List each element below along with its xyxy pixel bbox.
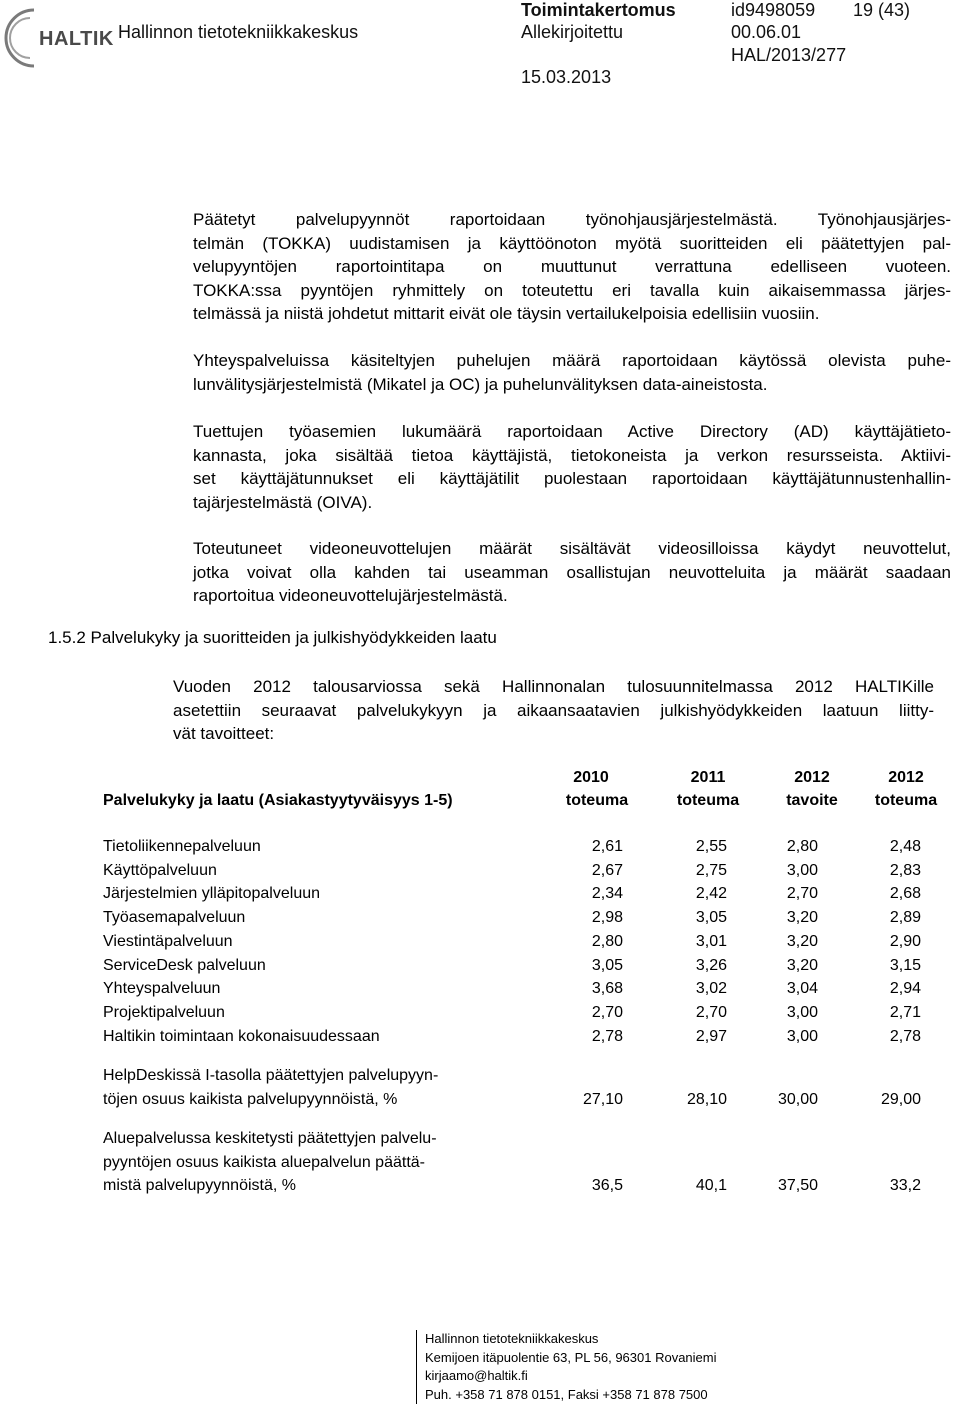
paragraph-line: TOKKA:ssa pyyntöjen ryhmittely on toteutettu eri tavalla kuin aikaisemmassa järjes- xyxy=(193,279,951,303)
table-row-label-line: mistä palvelupyynnöistä, % xyxy=(103,1177,296,1195)
section-heading: 1.5.2 Palvelukyky ja suoritteiden ja julkishyödykkeiden laatu xyxy=(48,628,497,648)
footer-org: Hallinnon tietotekniikkakeskus xyxy=(425,1330,717,1349)
table-cell-value: 2,75 xyxy=(647,862,727,880)
table-row-label-line: pyyntöjen osuus kaikista aluepalvelun päättä- xyxy=(103,1154,425,1172)
table-cell-value: 3,20 xyxy=(738,909,818,927)
table-cell-value: 3,26 xyxy=(647,957,727,975)
table-cell-value: 3,20 xyxy=(738,933,818,951)
footer-address: Kemijoen itäpuolentie 63, PL 56, 96301 Rovaniemi xyxy=(425,1349,717,1368)
table-row-label: Yhteyspalveluun xyxy=(103,980,220,998)
paragraph-line: Päätetyt palvelupyynnöt raportoidaan työnohjausjärjestelmästä. Työnohjausjärjes- xyxy=(193,208,951,232)
table-cell-value: 2,34 xyxy=(543,885,623,903)
header-status: Allekirjoitettu xyxy=(521,22,623,43)
table-cell-value: 3,00 xyxy=(738,1028,818,1046)
paragraph-line: raportoitua videoneuvottelujärjestelmästä. xyxy=(193,584,951,608)
paragraph-line: kannasta, joka sisältää tietoa käyttäjistä, tietokoneista ja verkon resursseista. Aktiivi- xyxy=(193,444,951,468)
table-cell-value: 2,80 xyxy=(543,933,623,951)
column-header-kind: toteuma xyxy=(668,792,748,810)
table-cell-value: 3,68 xyxy=(543,980,623,998)
table-row-label: Viestintäpalveluun xyxy=(103,933,233,951)
header-doc-type: Toimintakertomus xyxy=(521,0,676,21)
table-row-label: Järjestelmien ylläpitopalveluun xyxy=(103,885,320,903)
table-cell-value: 3,01 xyxy=(647,933,727,951)
column-header-kind: toteuma xyxy=(866,792,946,810)
table-cell-value: 28,10 xyxy=(647,1091,727,1109)
footer-phone: Puh. +358 71 878 0151, Faksi +358 71 878 7500 xyxy=(425,1386,717,1404)
table-cell-value: 2,71 xyxy=(841,1004,921,1022)
table-cell-value: 2,55 xyxy=(647,838,727,856)
table-cell-value: 2,94 xyxy=(841,980,921,998)
paragraph-line: Yhteyspalveluissa käsiteltyjen puhelujen määrä raportoidaan käytössä olevista puhe- xyxy=(193,349,951,373)
table-cell-value: 40,1 xyxy=(647,1177,727,1195)
column-header-kind: tavoite xyxy=(772,792,852,810)
paragraph-line: velupyyntöjen raportointitapa on muuttunut verrattuna edelliseen vuoteen. xyxy=(193,255,951,279)
header-org: Hallinnon tietotekniikkakeskus xyxy=(118,22,358,43)
paragraph-line: Vuoden 2012 talousarviossa sekä Hallinnonalan tulosuunnitelmassa 2012 HALTIKille xyxy=(173,675,934,699)
table-cell-value: 3,00 xyxy=(738,1004,818,1022)
paragraph-line: set käyttäjätunnukset eli käyttäjätilit puolestaan raportoidaan käyttäjätunnustenhallin- xyxy=(193,467,951,491)
header-page: 19 (43) xyxy=(853,0,910,21)
table-cell-value: 3,00 xyxy=(738,862,818,880)
page-footer xyxy=(416,1330,717,1404)
table-cell-value: 3,02 xyxy=(647,980,727,998)
paragraph-line: telmässä ja niistä johdetut mittarit eivät ole täysin vertailukelpoisia edellisiin vuosiin. xyxy=(193,302,951,326)
table-cell-value: 29,00 xyxy=(841,1091,921,1109)
paragraph-line: lunvälitysjärjestelmistä (Mikatel ja OC) ja puhelunvälityksen data-aineistosta. xyxy=(193,373,951,397)
table-cell-value: 2,70 xyxy=(738,885,818,903)
footer-email: kirjaamo@haltik.fi xyxy=(425,1367,717,1386)
table-row-label: ServiceDesk palveluun xyxy=(103,957,266,975)
table-row-label-line: töjen osuus kaikista palvelupyynnöistä, % xyxy=(103,1091,397,1109)
column-header-kind: toteuma xyxy=(557,792,637,810)
table-cell-value: 3,04 xyxy=(738,980,818,998)
table-cell-value: 2,68 xyxy=(841,885,921,903)
table-row-label: Haltikin toimintaan kokonaisuudessaan xyxy=(103,1028,380,1046)
table-cell-value: 2,42 xyxy=(647,885,727,903)
column-header-year: 2010 xyxy=(551,769,631,787)
table-cell-value: 2,98 xyxy=(543,909,623,927)
paragraph-line: telmän (TOKKA) uudistamisen ja käyttöönoton myötä suoritteiden eli päätettyjen pal- xyxy=(193,232,951,256)
column-header-year: 2012 xyxy=(866,769,946,787)
paragraph-line: Tuettujen työasemien lukumäärä raportoidaan Active Directory (AD) käyttäjätieto- xyxy=(193,420,951,444)
column-header-year: 2012 xyxy=(772,769,852,787)
table-cell-value: 3,15 xyxy=(841,957,921,975)
header-doc-id: id9498059 xyxy=(731,0,815,21)
table-cell-value: 36,5 xyxy=(543,1177,623,1195)
paragraph-line: jotka voivat olla kahden tai useamman osallistujan neuvotteluita ja määrät saadaan xyxy=(193,561,951,585)
table-row-label-line: Aluepalvelussa keskitetysti päätettyjen palvelu- xyxy=(103,1130,437,1148)
header-date: 15.03.2013 xyxy=(521,67,611,88)
table-cell-value: 2,67 xyxy=(543,862,623,880)
haltik-logo-text: HALTIK xyxy=(39,28,114,51)
table-cell-value: 37,50 xyxy=(738,1177,818,1195)
paragraph-line: Toteutuneet videoneuvottelujen määrät sisältävät videosilloissa käydyt neuvottelut, xyxy=(193,537,951,561)
table-cell-value: 2,90 xyxy=(841,933,921,951)
paragraph-line: vät tavoitteet: xyxy=(173,722,934,746)
table-cell-value: 3,05 xyxy=(543,957,623,975)
paragraph-line: asetettiin seuraavat palvelukykyyn ja aikaansaatavien julkishyödykkeiden laatuun liitty- xyxy=(173,699,934,723)
table-cell-value: 2,48 xyxy=(841,838,921,856)
table-cell-value: 2,61 xyxy=(543,838,623,856)
table-title: Palvelukyky ja laatu (Asiakastyytyväisyys 1-5) xyxy=(103,792,453,810)
table-row-label: Käyttöpalveluun xyxy=(103,862,217,880)
table-cell-value: 2,78 xyxy=(543,1028,623,1046)
table-cell-value: 2,70 xyxy=(543,1004,623,1022)
table-cell-value: 2,97 xyxy=(647,1028,727,1046)
table-cell-value: 2,89 xyxy=(841,909,921,927)
table-cell-value: 27,10 xyxy=(543,1091,623,1109)
table-cell-value: 2,83 xyxy=(841,862,921,880)
table-cell-value: 3,20 xyxy=(738,957,818,975)
table-cell-value: 2,80 xyxy=(738,838,818,856)
table-row-label: Työasemapalveluun xyxy=(103,909,245,927)
table-cell-value: 33,2 xyxy=(841,1177,921,1195)
paragraph-line: tajärjestelmästä (OIVA). xyxy=(193,491,951,515)
table-cell-value: 3,05 xyxy=(647,909,727,927)
table-row-label: Projektipalveluun xyxy=(103,1004,225,1022)
header-archive-code: 00.06.01 xyxy=(731,22,801,43)
column-header-year: 2011 xyxy=(668,769,748,787)
table-cell-value: 2,70 xyxy=(647,1004,727,1022)
table-row-label: Tietoliikennepalveluun xyxy=(103,838,261,856)
table-cell-value: 2,78 xyxy=(841,1028,921,1046)
header-record-no: HAL/2013/277 xyxy=(731,45,846,66)
table-cell-value: 30,00 xyxy=(738,1091,818,1109)
table-row-label-line: HelpDeskissä I-tasolla päätettyjen palvelupyyn- xyxy=(103,1067,438,1085)
